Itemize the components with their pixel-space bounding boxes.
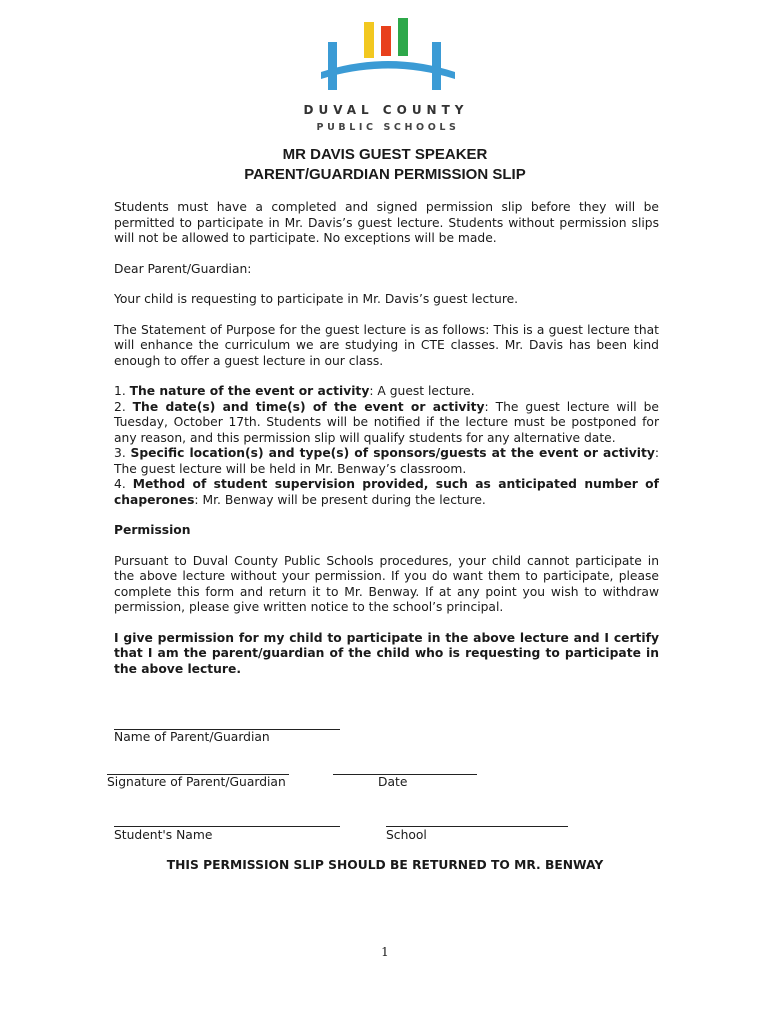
item-label: Specific location(s) and type(s) of sponsors/guests at the event or activity [130, 446, 655, 460]
event-details-list [114, 384, 659, 508]
page-number: 1 [381, 945, 389, 959]
request-paragraph: Your child is requesting to participate in Mr. Davis’s guest lecture. [114, 292, 519, 306]
date-label: Date [378, 775, 408, 789]
list-item [114, 384, 659, 400]
school-label: School [386, 828, 427, 842]
duval-county-logo [318, 14, 458, 94]
item-text: : The guest lecture will be held in Mr. Benway’s classroom. [114, 446, 659, 476]
list-item [114, 400, 659, 447]
parent-name-label: Name of Parent/Guardian [114, 730, 270, 744]
purpose-paragraph: The Statement of Purpose for the guest lecture is as follows: This is a guest lecture that will enhance the curriculum we are studying in CTE classes. Mr. Davis has been kind enough to offer a guest lecture in our class. [114, 322, 659, 368]
logo-bar-red [381, 26, 391, 56]
logo-bar-green [398, 18, 408, 56]
certification-statement: I give permission for my child to participate in the above lecture and I certify that I am the parent/guardian of the child who is requesting to participate in the above lecture. [114, 630, 659, 676]
item-label: The date(s) and time(s) of the event or activity [132, 399, 485, 414]
item-number: 1. [114, 384, 130, 398]
school-line[interactable] [386, 826, 568, 827]
item-label: Method of student supervision provided, such as anticipated number of chaperones [114, 477, 659, 507]
document-subtitle: PARENT/GUARDIAN PERMISSION SLIP [244, 166, 526, 183]
list-item [114, 477, 659, 508]
intro-paragraph: Students must have a completed and signed permission slip before they will be permitted to participate in Mr. Davis’s guest lecture. Students without permission slips will not be allowed to participate. No exceptions will be made. [114, 200, 659, 245]
student-name-line[interactable] [114, 826, 340, 827]
item-text: : The guest lecture will be Tuesday, October 17th. Students will be notified if the lecture must be postponed for any reason, and this permission slip will qualify students for any alternative date. [114, 399, 659, 445]
document-body [114, 200, 659, 692]
item-text: : Mr. Benway will be present during the lecture. [194, 492, 486, 507]
salutation: Dear Parent/Guardian: [114, 261, 252, 276]
item-number: 4. [114, 477, 133, 491]
student-name-label: Student's Name [114, 828, 213, 842]
org-name-line2: PUBLIC SCHOOLS [316, 122, 460, 133]
list-item [114, 446, 659, 477]
item-number: 3. [114, 446, 131, 460]
org-name-line1: DUVAL COUNTY [303, 103, 469, 117]
permission-paragraph: Pursuant to Duval County Public Schools procedures, your child cannot participate in the above lecture without your permission. If you do want them to participate, please complete this form and return it to Mr. Benway. If at any point you wish to withdraw permission, please give written notice to the school’s principal. [114, 553, 659, 614]
parent-signature-label: Signature of Parent/Guardian [107, 775, 286, 789]
document-title: MR DAVIS GUEST SPEAKER [282, 146, 488, 163]
return-instruction: THIS PERMISSION SLIP SHOULD BE RETURNED TO MR. BENWAY [166, 858, 604, 872]
permission-heading: Permission [114, 523, 191, 537]
item-label: The nature of the event or activity [129, 384, 370, 398]
item-text: : A guest lecture. [369, 384, 475, 398]
item-number: 2. [114, 399, 133, 414]
logo-bar-yellow [364, 22, 374, 58]
